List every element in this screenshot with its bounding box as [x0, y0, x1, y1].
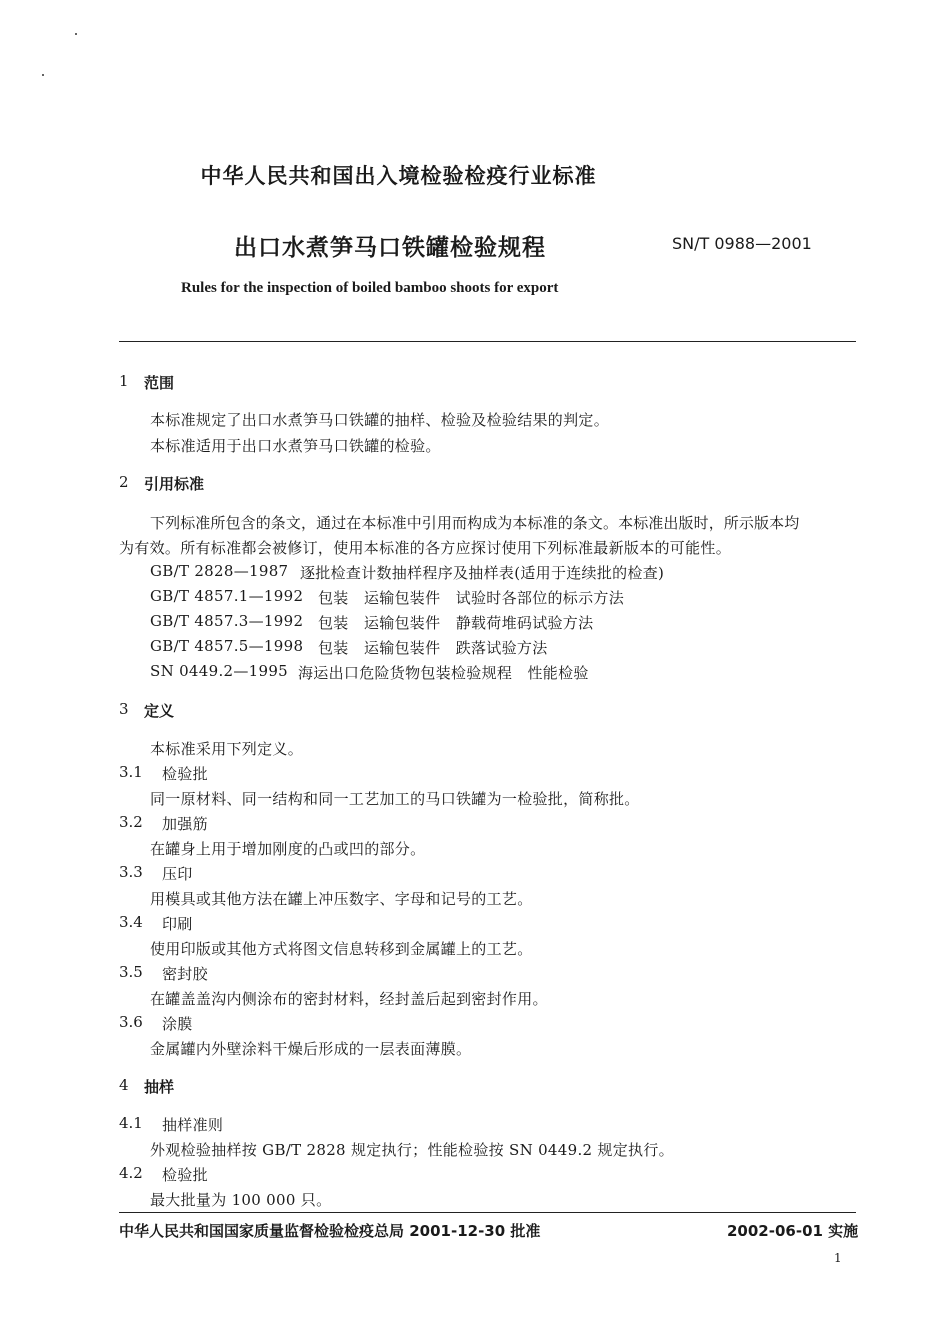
section-4-number: 4 [119, 1076, 129, 1094]
clause-text: 使用印版或其他方式将图文信息转移到金属罐上的工艺。 [150, 940, 533, 958]
clause-term: 抽样准则 [162, 1116, 224, 1134]
section-2-title: 引用标准 [144, 475, 205, 493]
reference-code: GB/T 4857.1—1992 [150, 587, 304, 605]
clause-term: 压印 [162, 865, 193, 883]
reference-code: SN 0449.2—1995 [150, 662, 289, 680]
section-2-intro: 下列标准所包含的条文，通过在本标准中引用而构成为本标准的条文。本标准出版时，所示版本均 [150, 514, 800, 532]
reference-code: GB/T 4857.3—1992 [150, 612, 304, 630]
industry-standard-heading: 中华人民共和国出入境检验检疫行业标准 [200, 164, 597, 188]
clause-number: 3.2 [119, 813, 143, 831]
clause-number: 3.4 [119, 913, 143, 931]
clause-text: 同一原材料、同一结构和同一工艺加工的马口铁罐为一检验批，简称批。 [150, 790, 640, 808]
clause-term: 检验批 [162, 765, 208, 783]
page-number: 1 [834, 1251, 842, 1265]
footer-divider [119, 1212, 856, 1213]
clause-term: 加强筋 [162, 815, 208, 833]
reference-title: 海运出口危险货物包装检验规程 性能检验 [298, 664, 589, 682]
document-title-cn: 出口水煮笋马口铁罐检验规程 [234, 235, 546, 261]
section-1-number: 1 [119, 372, 129, 390]
clause-number: 3.1 [119, 763, 143, 781]
clause-text: 在罐盖盖沟内侧涂布的密封材料，经封盖后起到密封作用。 [150, 990, 548, 1008]
header-divider [119, 341, 856, 342]
clause-text: 金属罐内外壁涂料干燥后形成的一层表面薄膜。 [150, 1040, 472, 1058]
clause-number: 4.1 [119, 1114, 143, 1132]
clause-term: 印刷 [162, 915, 193, 933]
scan-speck [75, 33, 77, 35]
reference-code: GB/T 2828—1987 [150, 562, 289, 580]
clause-text: 在罐身上用于增加刚度的凸或凹的部分。 [150, 840, 426, 858]
approval-line: 中华人民共和国国家质量监督检验检疫总局 2001-12-30 批准 [119, 1222, 541, 1240]
clause-number: 4.2 [119, 1164, 143, 1182]
standard-number: SN/T 0988—2001 [672, 234, 812, 253]
reference-title: 包装 运输包装件 试验时各部位的标示方法 [318, 589, 625, 607]
clause-term: 密封胶 [162, 965, 208, 983]
clause-text: 用模具或其他方法在罐上冲压数字、字母和记号的工艺。 [150, 890, 533, 908]
document-title-en: Rules for the inspection of boiled bamboo shoots for export [181, 280, 559, 296]
section-2-number: 2 [119, 473, 129, 491]
section-1-para: 本标准适用于出口水煮笋马口铁罐的检验。 [150, 437, 441, 455]
clause-text: 外观检验抽样按 GB/T 2828 规定执行；性能检验按 SN 0449.2 规定执行。 [150, 1141, 674, 1159]
clause-number: 3.5 [119, 963, 143, 981]
section-3-intro: 本标准采用下列定义。 [150, 740, 304, 758]
section-3-title: 定义 [144, 702, 175, 720]
clause-number: 3.6 [119, 1013, 143, 1031]
scan-speck [42, 74, 44, 76]
reference-title: 包装 运输包装件 跌落试验方法 [318, 639, 548, 657]
reference-title: 逐批检查计数抽样程序及抽样表(适用于连续批的检查) [300, 564, 665, 582]
implementation-date: 2002-06-01 实施 [727, 1222, 859, 1240]
section-4-title: 抽样 [144, 1078, 175, 1096]
reference-title: 包装 运输包装件 静载荷堆码试验方法 [318, 614, 594, 632]
clause-term: 检验批 [162, 1166, 208, 1184]
section-1-para: 本标准规定了出口水煮笋马口铁罐的抽样、检验及检验结果的判定。 [150, 411, 610, 429]
clause-text: 最大批量为 100 000 只。 [150, 1191, 332, 1209]
clause-number: 3.3 [119, 863, 143, 881]
section-3-number: 3 [119, 700, 129, 718]
clause-term: 涂膜 [162, 1015, 193, 1033]
section-2-intro: 为有效。所有标准都会被修订，使用本标准的各方应探讨使用下列标准最新版本的可能性。 [119, 539, 732, 557]
section-1-title: 范围 [144, 374, 175, 392]
reference-code: GB/T 4857.5—1998 [150, 637, 304, 655]
